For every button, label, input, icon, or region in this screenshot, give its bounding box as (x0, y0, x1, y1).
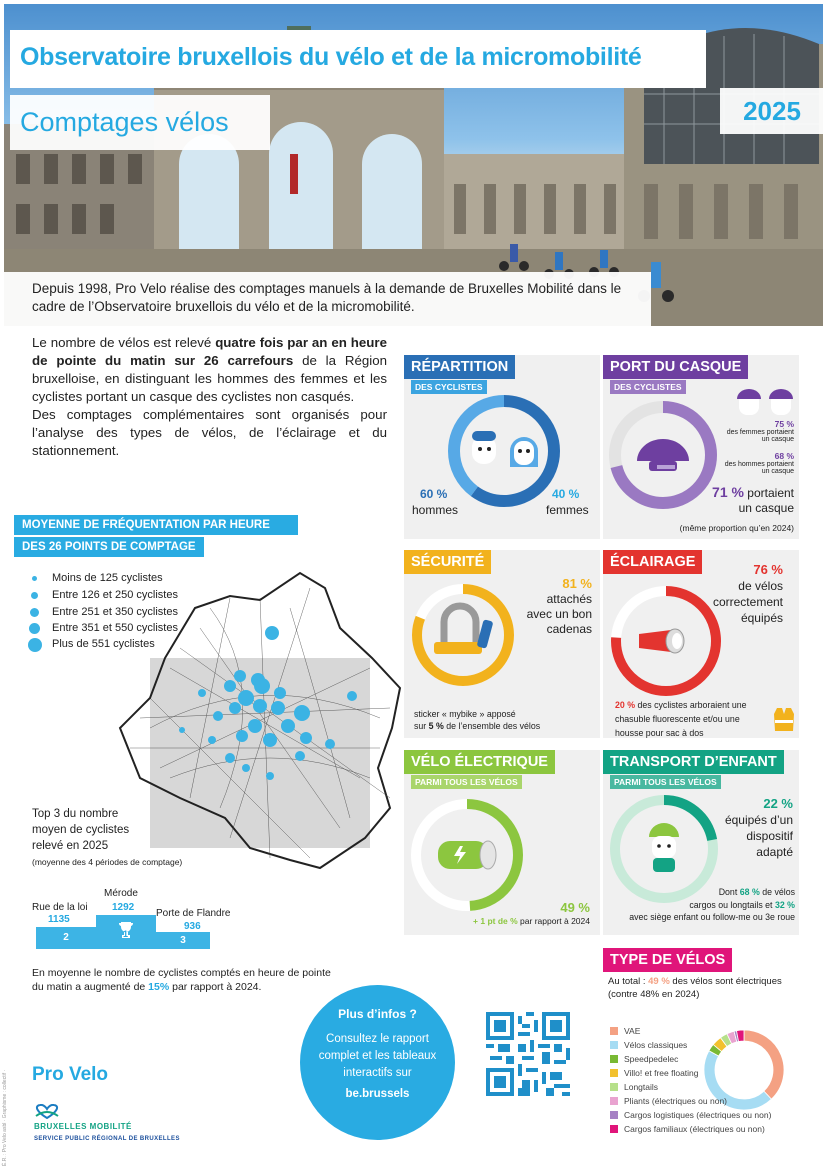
lead-p1-a: Le nombre de vélos est relevé (32, 335, 216, 350)
types-legend-cargos-log (610, 1110, 771, 1120)
lead-text (32, 334, 387, 460)
helmet-icon (637, 439, 689, 471)
panel-securite (404, 550, 600, 738)
casque-sub: DES CYCLISTES (610, 380, 686, 394)
legend-dot-icon (29, 623, 40, 634)
top3-note: (moyenne des 4 périodes de comptage) (32, 857, 183, 867)
types-total-pct: 49 % (648, 976, 670, 987)
casque-note: (même proportion qu’en 2024) (679, 523, 794, 533)
repartition-sub: DES CYCLISTES (411, 380, 487, 394)
legend-dot-icon (32, 576, 37, 581)
securite-l2: avec un bon (526, 607, 592, 621)
provelo-logo: Pro Velo (32, 1064, 109, 1085)
vest-l3: housse pour sac à dos (615, 728, 704, 738)
types-legend-label: Pliants (électriques ou non) (624, 1096, 728, 1106)
bm-logo-text: BRUXELLES MOBILITÉ (34, 1122, 132, 1131)
types-total (608, 975, 782, 1001)
battery-icon (438, 841, 496, 869)
enfant-note (629, 886, 795, 924)
types-legend-classiques (610, 1040, 687, 1050)
casque-men-text (725, 461, 794, 475)
title-band (10, 30, 706, 88)
types-legend-label: VAE (624, 1026, 641, 1036)
panel-enfant (603, 750, 799, 935)
casque-women-pct: 75 % (774, 419, 794, 429)
year-band (720, 88, 824, 134)
types-legend-label: Speedpedelec (624, 1054, 679, 1064)
lead-p1-bold: quatre fois par an en heure de pointe du matin sur 26 carrefours (32, 335, 388, 368)
trend-pct: 15% (148, 981, 170, 993)
legend-swatch-icon (610, 1041, 618, 1049)
safety-vest-icon (773, 706, 795, 732)
panel-casque (603, 355, 799, 539)
electrique-sub: PARMI TOUS LES VÉLOS (411, 775, 522, 789)
legend-label: Moins de 125 cyclistes (52, 572, 163, 584)
year: 2025 (743, 96, 801, 126)
main-title: Observatoire bruxellois du vélo et de la micromobilité (20, 43, 642, 71)
panel-repartition (404, 355, 600, 539)
eclairage-title: ÉCLAIRAGE (603, 550, 702, 574)
securite-donut (410, 582, 516, 688)
enfant-l3: adapté (756, 845, 793, 859)
legend-swatch-icon (610, 1111, 618, 1119)
podium-value-1: 1292 (112, 902, 135, 913)
vest-l1: des cyclistes arboraient une (635, 700, 747, 710)
enfant-l1: équipés d’un (724, 813, 793, 827)
legend-label: Plus de 551 cyclistes (52, 638, 155, 650)
subtitle-band (10, 95, 270, 150)
types-slice (744, 1030, 784, 1099)
sticker-text (414, 708, 540, 732)
lead-p1-c: de la Région bruxelloise, en distinguant les hommes des femmes et les cyclistes portant un casque des cyclistes non casqués. (32, 353, 387, 404)
securite-l3: cadenas (546, 622, 592, 636)
electrique-delta-rest: par rapport à 2024 (517, 916, 590, 926)
map-tags (14, 515, 298, 557)
types-legend-villo (610, 1068, 699, 1078)
podium-value-3: 936 (184, 921, 201, 932)
legend-dot-icon (31, 592, 38, 599)
child-helmet-icon (649, 823, 679, 872)
top3-block (32, 806, 182, 870)
helmet-faces-icon (735, 387, 795, 417)
men-label: hommes (412, 503, 459, 517)
sticker-l2-b: de l’ensemble des vélos (443, 721, 541, 731)
legend-dot-icon (28, 638, 42, 652)
men-pct: 60 % (420, 487, 448, 501)
types-legend-label: Longtails (624, 1082, 659, 1092)
trend-text-b: par rapport à 2024. (169, 981, 262, 993)
info-l2: complet et les tableaux (318, 1050, 437, 1062)
vest-l2: chasuble fluorescente et/ou une (615, 714, 740, 724)
enfant-sub: PARMI TOUS LES VÉLOS (610, 775, 721, 789)
man-face-icon (472, 431, 496, 464)
top3-line-2: moyen de cyclistes (32, 824, 130, 836)
legend-swatch-icon (610, 1055, 618, 1063)
types-legend-vae (610, 1026, 640, 1036)
eclairage-l1: de vélos (738, 579, 783, 593)
podium-name-1: Mérode (104, 888, 138, 899)
podium-name-2: Rue de la loi (32, 902, 88, 913)
casque-title: PORT DU CASQUE (603, 355, 748, 379)
securite-l1: attachés (546, 592, 592, 606)
eclairage-l2: correctement (712, 595, 783, 609)
legend-swatch-icon (610, 1027, 618, 1035)
legend-swatch-icon (610, 1097, 618, 1105)
top3-line-3: relevé en 2025 (32, 840, 109, 852)
casque-total (712, 485, 794, 516)
enfant-note-l2a: cargos ou longtails et (689, 899, 775, 910)
types-legend-longtails (610, 1082, 658, 1092)
sticker-pct: 5 % (428, 721, 444, 731)
podium-rank-1: 1 (123, 929, 129, 939)
podium-step-3 (156, 932, 210, 949)
electrique-pct: 49 % (560, 900, 590, 915)
casque-women-l2: un casque (761, 436, 794, 443)
panel-electrique (404, 750, 600, 935)
types-total-l2: (contre 48% en 2024) (608, 989, 700, 1000)
legend-swatch-icon (610, 1069, 618, 1077)
sticker-l2-a: sur (414, 721, 429, 731)
legend-swatch-icon (610, 1125, 618, 1133)
info-link[interactable]: be.brussels (345, 1088, 410, 1100)
types-legend-speedpedelec (610, 1054, 678, 1064)
info-l1: Consultez le rapport (326, 1033, 429, 1045)
types-legend-label: Cargos familiaux (électriques ou non) (624, 1124, 765, 1134)
trend-text-a: En moyenne le nombre de cyclistes comptés en heure de pointe du matin a augmenté de (32, 967, 331, 993)
map-tag-2: DES 26 POINTS DE COMPTAGE (14, 537, 204, 557)
electrique-title: VÉLO ÉLECTRIQUE (404, 750, 555, 774)
casque-total-l1: portaient (747, 486, 794, 500)
info-l3: interactifs sur (343, 1067, 412, 1079)
intro-band (4, 272, 651, 326)
eclairage-donut (609, 584, 723, 698)
trend-text (32, 966, 332, 994)
electrique-donut (408, 796, 526, 914)
legend-dot-icon (30, 608, 39, 617)
casque-men-l1: des hommes portaient (724, 461, 794, 468)
types-legend-cargos-fam (610, 1124, 765, 1134)
panel-eclairage (603, 550, 799, 738)
vest-text (615, 698, 775, 740)
vest-pct: 20 % (615, 700, 636, 710)
legend-label: Entre 351 et 550 cyclistes (52, 622, 178, 634)
securite-text (527, 592, 592, 637)
women-label: femmes (546, 503, 589, 517)
enfant-text (725, 812, 793, 860)
enfant-l2: dispositif (746, 829, 793, 843)
types-legend-pliants (610, 1096, 727, 1106)
bike-light-icon (639, 629, 684, 653)
woman-face-icon (510, 437, 538, 467)
enfant-title: TRANSPORT D’ENFANT (603, 750, 784, 774)
podium-step-1 (96, 915, 156, 949)
types-total-a: Au total : (608, 976, 649, 987)
electrique-delta (473, 916, 590, 926)
enfant-note-pct2: 32 % (774, 899, 795, 910)
types-legend-label: Cargos logistiques (électriques ou non) (624, 1110, 772, 1120)
repartition-title: RÉPARTITION (404, 355, 515, 379)
sticker-l1: sticker « mybike » apposé (414, 709, 516, 719)
casque-donut (607, 399, 719, 511)
qr-code-icon[interactable] (486, 1012, 570, 1096)
podium-rank-2: 2 (63, 932, 69, 943)
info-title: Plus d’infos ? (338, 1007, 417, 1021)
podium-rank-3: 3 (180, 935, 186, 946)
legend-label: Entre 126 et 250 cyclistes (52, 589, 178, 601)
repartition-donut (444, 391, 564, 511)
credit-text: É.R. : Pro Velo asbl · Graphisme : collectif · (2, 1069, 8, 1166)
casque-men-pct: 68 % (774, 451, 794, 461)
casque-men-l2: un casque (761, 468, 794, 475)
subtitle: Comptages vélos (20, 107, 229, 137)
bruxelles-mobilite-logo-icon (32, 1104, 62, 1120)
casque-total-pct: 71 % (712, 484, 744, 500)
podium-value-2: 1135 (48, 914, 70, 925)
eclairage-text (713, 578, 783, 626)
enfant-note-l3: avec siège enfant ou follow-me ou 3e roue (629, 912, 795, 922)
lead-paragraph-2: Des comptages complémentaires sont organisés pour l’analyse des types de vélos, de l’éclairage et du stationnement. (32, 407, 387, 458)
u-lock-icon (434, 606, 493, 654)
types-legend-label: Vélos classiques (624, 1040, 688, 1050)
types-title: TYPE DE VÉLOS (603, 948, 732, 972)
casque-women-text (727, 429, 794, 443)
electrique-delta-value: + 1 pt de % (473, 916, 518, 926)
casque-women-l1: des femmes portaient (726, 429, 794, 436)
intro-text: Depuis 1998, Pro Velo réalise des comptages manuels à la demande de Bruxelles Mobilité dans le cadre de l’Observatoire bruxellois du vélo et de la micromobilité. (32, 281, 622, 314)
securite-title: SÉCURITÉ (404, 550, 491, 574)
map-tag-1: MOYENNE DE FRÉQUENTATION PAR HEURE (14, 515, 298, 535)
bm-logo-sub: SERVICE PUBLIC RÉGIONAL DE BRUXELLES (34, 1136, 180, 1142)
types-legend-label: Villo! et free floating (624, 1068, 699, 1078)
top3-line-1: Top 3 du nombre (32, 808, 119, 820)
securite-pct: 81 % (562, 576, 592, 591)
eclairage-pct: 76 % (753, 562, 783, 577)
podium-name-3: Porte de Flandre (156, 908, 231, 919)
info-circle (300, 985, 455, 1140)
enfant-note-b: de vélos (759, 887, 795, 897)
women-pct: 40 % (552, 487, 580, 501)
enfant-note-a: Dont (718, 887, 740, 897)
legend-swatch-icon (610, 1083, 618, 1091)
enfant-note-pct1: 68 % (739, 887, 760, 897)
info-text (300, 1031, 455, 1082)
casque-total-l2: un casque (738, 501, 794, 515)
podium-step-2 (36, 927, 96, 949)
types-total-b: des vélos sont électriques (669, 976, 782, 987)
eclairage-l3: équipés (740, 611, 783, 625)
enfant-pct: 22 % (763, 796, 793, 811)
lead-paragraph-1 (32, 334, 387, 406)
legend-label: Entre 251 et 350 cyclistes (52, 606, 178, 618)
